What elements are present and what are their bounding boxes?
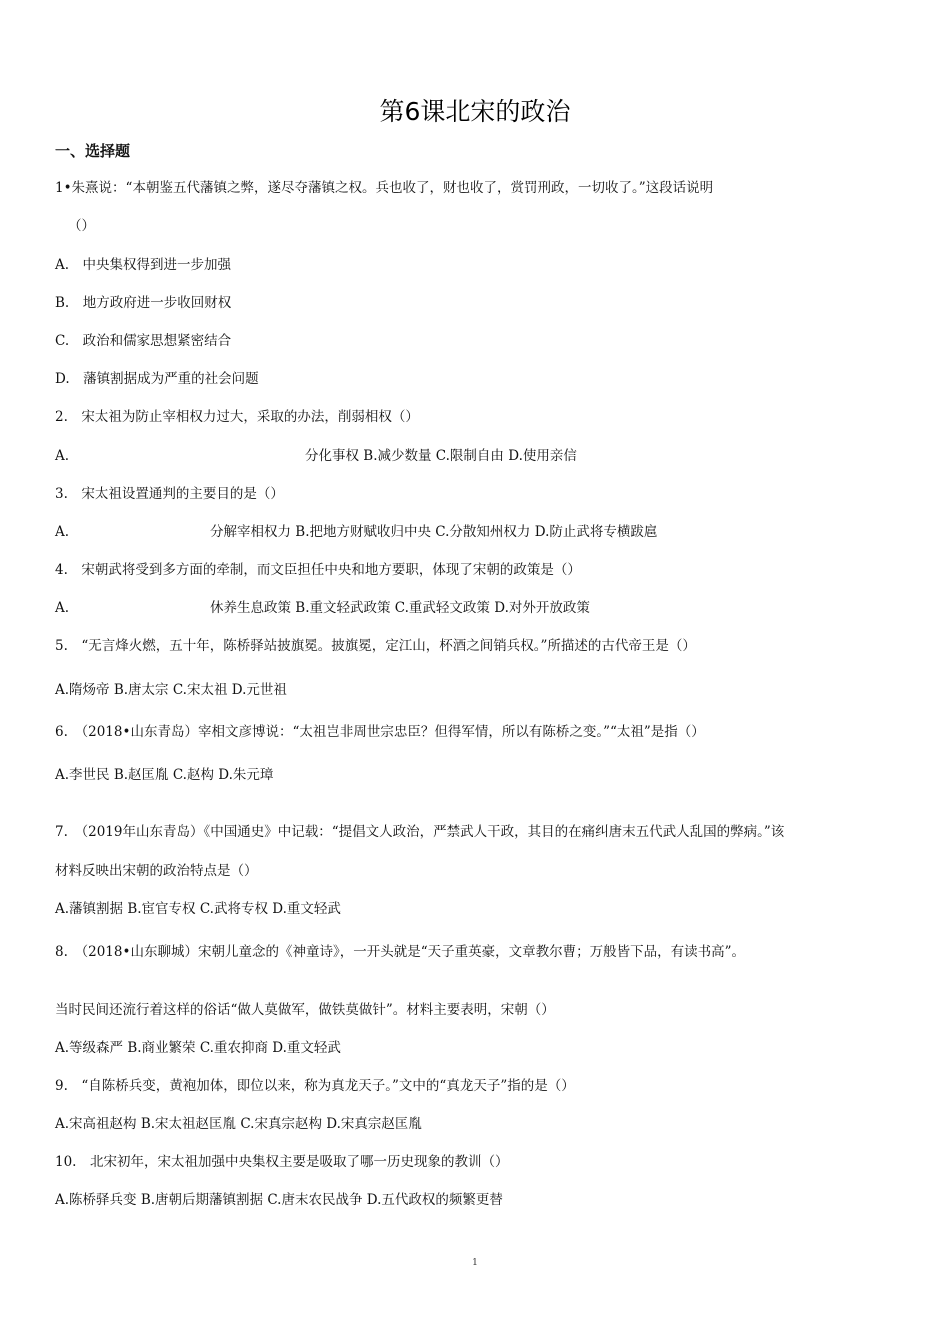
question-6-options: A.李世民 B.赵匡胤 C.赵构 D.朱元璋 [55,767,274,783]
question-5-options: A.隋炀帝 B.唐太宗 C.宋太祖 D.元世祖 [55,682,287,698]
question-1-paren: （） [68,218,95,234]
question-1-option-a: A. 中央集权得到进一步加强 [55,257,232,273]
question-6-stem: 6. （2018•山东青岛）宰相文彦博说：“太祖岂非周世宗忠臣？但得军情，所以有陈桥之变。”“太祖”是指（） [55,724,705,740]
question-1-option-c: C. 政治和儒家思想紧密结合 [55,333,232,349]
question-7-stem: 7. （2019年山东青岛）《中国通史》中记载：“提倡文人政治，严禁武人干政，其目的在痛纠唐末五代武人乱国的弊病。”该 [55,824,785,840]
question-3-option-label: A. [55,524,70,540]
question-2-option-label: A. [55,448,70,464]
question-1-stem: 1•朱熹说：“本朝鉴五代藩镇之弊，遂尽夺藩镇之权。兵也收了，财也收了，赏罚刑政，一切收了。”这段话说明 [55,180,714,196]
page-number: 1 [472,1258,478,1268]
question-10-options: A.陈桥驿兵变 B.唐朝后期藩镇割据 C.唐末农民战争 D.五代政权的频繁更替 [55,1192,503,1208]
question-9-options: A.宋高祖赵构 B.宋太祖赵匡胤 C.宋真宗赵构 D.宋真宗赵匡胤 [55,1116,422,1132]
question-3-stem: 3. 宋太祖设置通判的主要目的是（） [55,486,284,502]
page-title: 第6课北宋的政治 [379,97,571,126]
section-heading: 一、选择题 [55,142,131,160]
question-4-option-label: A. [55,600,70,616]
question-1-option-b: B. 地方政府进一步收回财权 [55,295,232,311]
question-1-option-d: D. 藩镇割据成为严重的社会问题 [55,371,259,387]
question-4-options: 休养生息政策 B.重文轻武政策 C.重武轻文政策 D.对外开放政策 [210,600,590,616]
question-8-options: A.等级森严 B.商业繁荣 C.重农抑商 D.重文轻武 [55,1040,341,1056]
question-2-stem: 2. 宋太祖为防止宰相权力过大，采取的办法，削弱相权（） [55,409,419,425]
question-10-stem: 10. 北宋初年，宋太祖加强中央集权主要是吸取了哪一历史现象的教训（） [55,1154,509,1170]
question-9-stem: 9. “自陈桥兵变，黄袍加体，即位以来，称为真龙天子。”文中的“真龙天子”指的是（） [55,1078,575,1094]
question-8-stem-continued: 当时民间还流行着这样的俗话“做人莫做军，做铁莫做针”。材料主要表明，宋朝（） [55,1002,555,1018]
question-5-stem: 5. “无言烽火燃，五十年，陈桥驿站披旗冕。披旗冕，定江山，杯酒之间销兵权。”所描述的古代帝王是（） [55,638,696,654]
question-7-stem-continued: 材料反映出宋朝的政治特点是（） [55,863,258,879]
question-3-options: 分解宰相权力 B.把地方财赋收归中央 C.分散知州权力 D.防止武将专横跋扈 [210,524,658,540]
question-2-options: 分化事权 B.减少数量 C.限制自由 D.使用亲信 [305,448,577,464]
question-4-stem: 4. 宋朝武将受到多方面的牵制，而文臣担任中央和地方要职，体现了宋朝的政策是（） [55,562,581,578]
question-7-options: A.藩镇割据 B.宦官专权 C.武将专权 D.重文轻武 [55,901,341,917]
question-8-stem: 8. （2018•山东聊城）宋朝儿童念的《神童诗》，一开头就是“天子重英豪，文章教尔曹；万般皆下品，有读书高”。 [55,944,746,960]
